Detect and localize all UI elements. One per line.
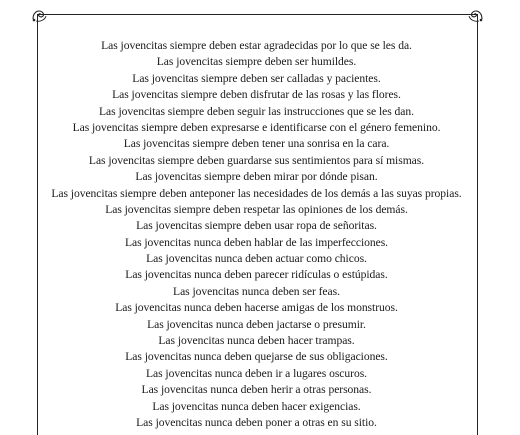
poem-line: Las jovencitas nunca deben quejarse de sus obligaciones. [125,350,388,364]
poem-line: Las jovencitas nunca deben herir a otras personas. [141,383,372,397]
poem-line: Las jovencitas nunca deben hacer trampas. [158,334,355,348]
poem-line: Las jovencitas siempre deben ser humildes. [156,55,357,69]
poem-line: Las jovencitas siempre deben ser calladas y pacientes. [132,71,381,85]
flourish-corner-icon [465,5,485,25]
poem-line: Las jovencitas nunca deben ir a lugares oscuros. [145,366,368,380]
poem-line: Las jovencitas siempre deben respetar las opiniones de los demás. [105,202,408,216]
poem-line: Las jovencitas nunca deben hacer exigencias. [152,399,361,413]
poem-line: Las jovencitas siempre deben disfrutar de las rosas y las flores. [112,88,401,102]
poem-line: Las jovencitas siempre deben anteponer las necesidades de los demás a las suyas propias. [51,186,462,200]
poem-line: Las jovencitas nunca deben parecer ridículas o estúpidas. [125,268,388,282]
poem-text [40,38,473,431]
poem-line: Las jovencitas nunca deben poner a otras en su sitio. [136,415,377,429]
poem-line: Las jovencitas nunca deben jactarse o presumir. [147,317,366,331]
poem-line: Las jovencitas siempre deben seguir las instrucciones que se les dan. [99,104,414,118]
flourish-corner-icon [30,5,50,25]
poem-line: Las jovencitas siempre deben estar agradecidas por lo que se les da. [101,39,412,52]
poem-line: Las jovencitas siempre deben usar ropa de señoritas. [136,219,377,233]
poem-line: Las jovencitas siempre deben tener una sonrisa en la cara. [123,137,390,151]
poem-line: Las jovencitas siempre deben expresarse e identificarse con el género femenino. [72,120,441,134]
poem-line: Las jovencitas siempre deben guardarse sus sentimientos para sí mismas. [88,153,425,167]
poem-line: Las jovencitas nunca deben hacerse amigas de los monstruos. [115,301,398,315]
poem-line: Las jovencitas nunca deben hablar de las imperfecciones. [124,235,389,249]
poem-line: Las jovencitas nunca deben ser feas. [173,284,340,298]
poem-line: Las jovencitas nunca deben actuar como chicos. [146,252,367,266]
poem-line: Las jovencitas siempre deben mirar por dónde pisan. [135,170,378,184]
